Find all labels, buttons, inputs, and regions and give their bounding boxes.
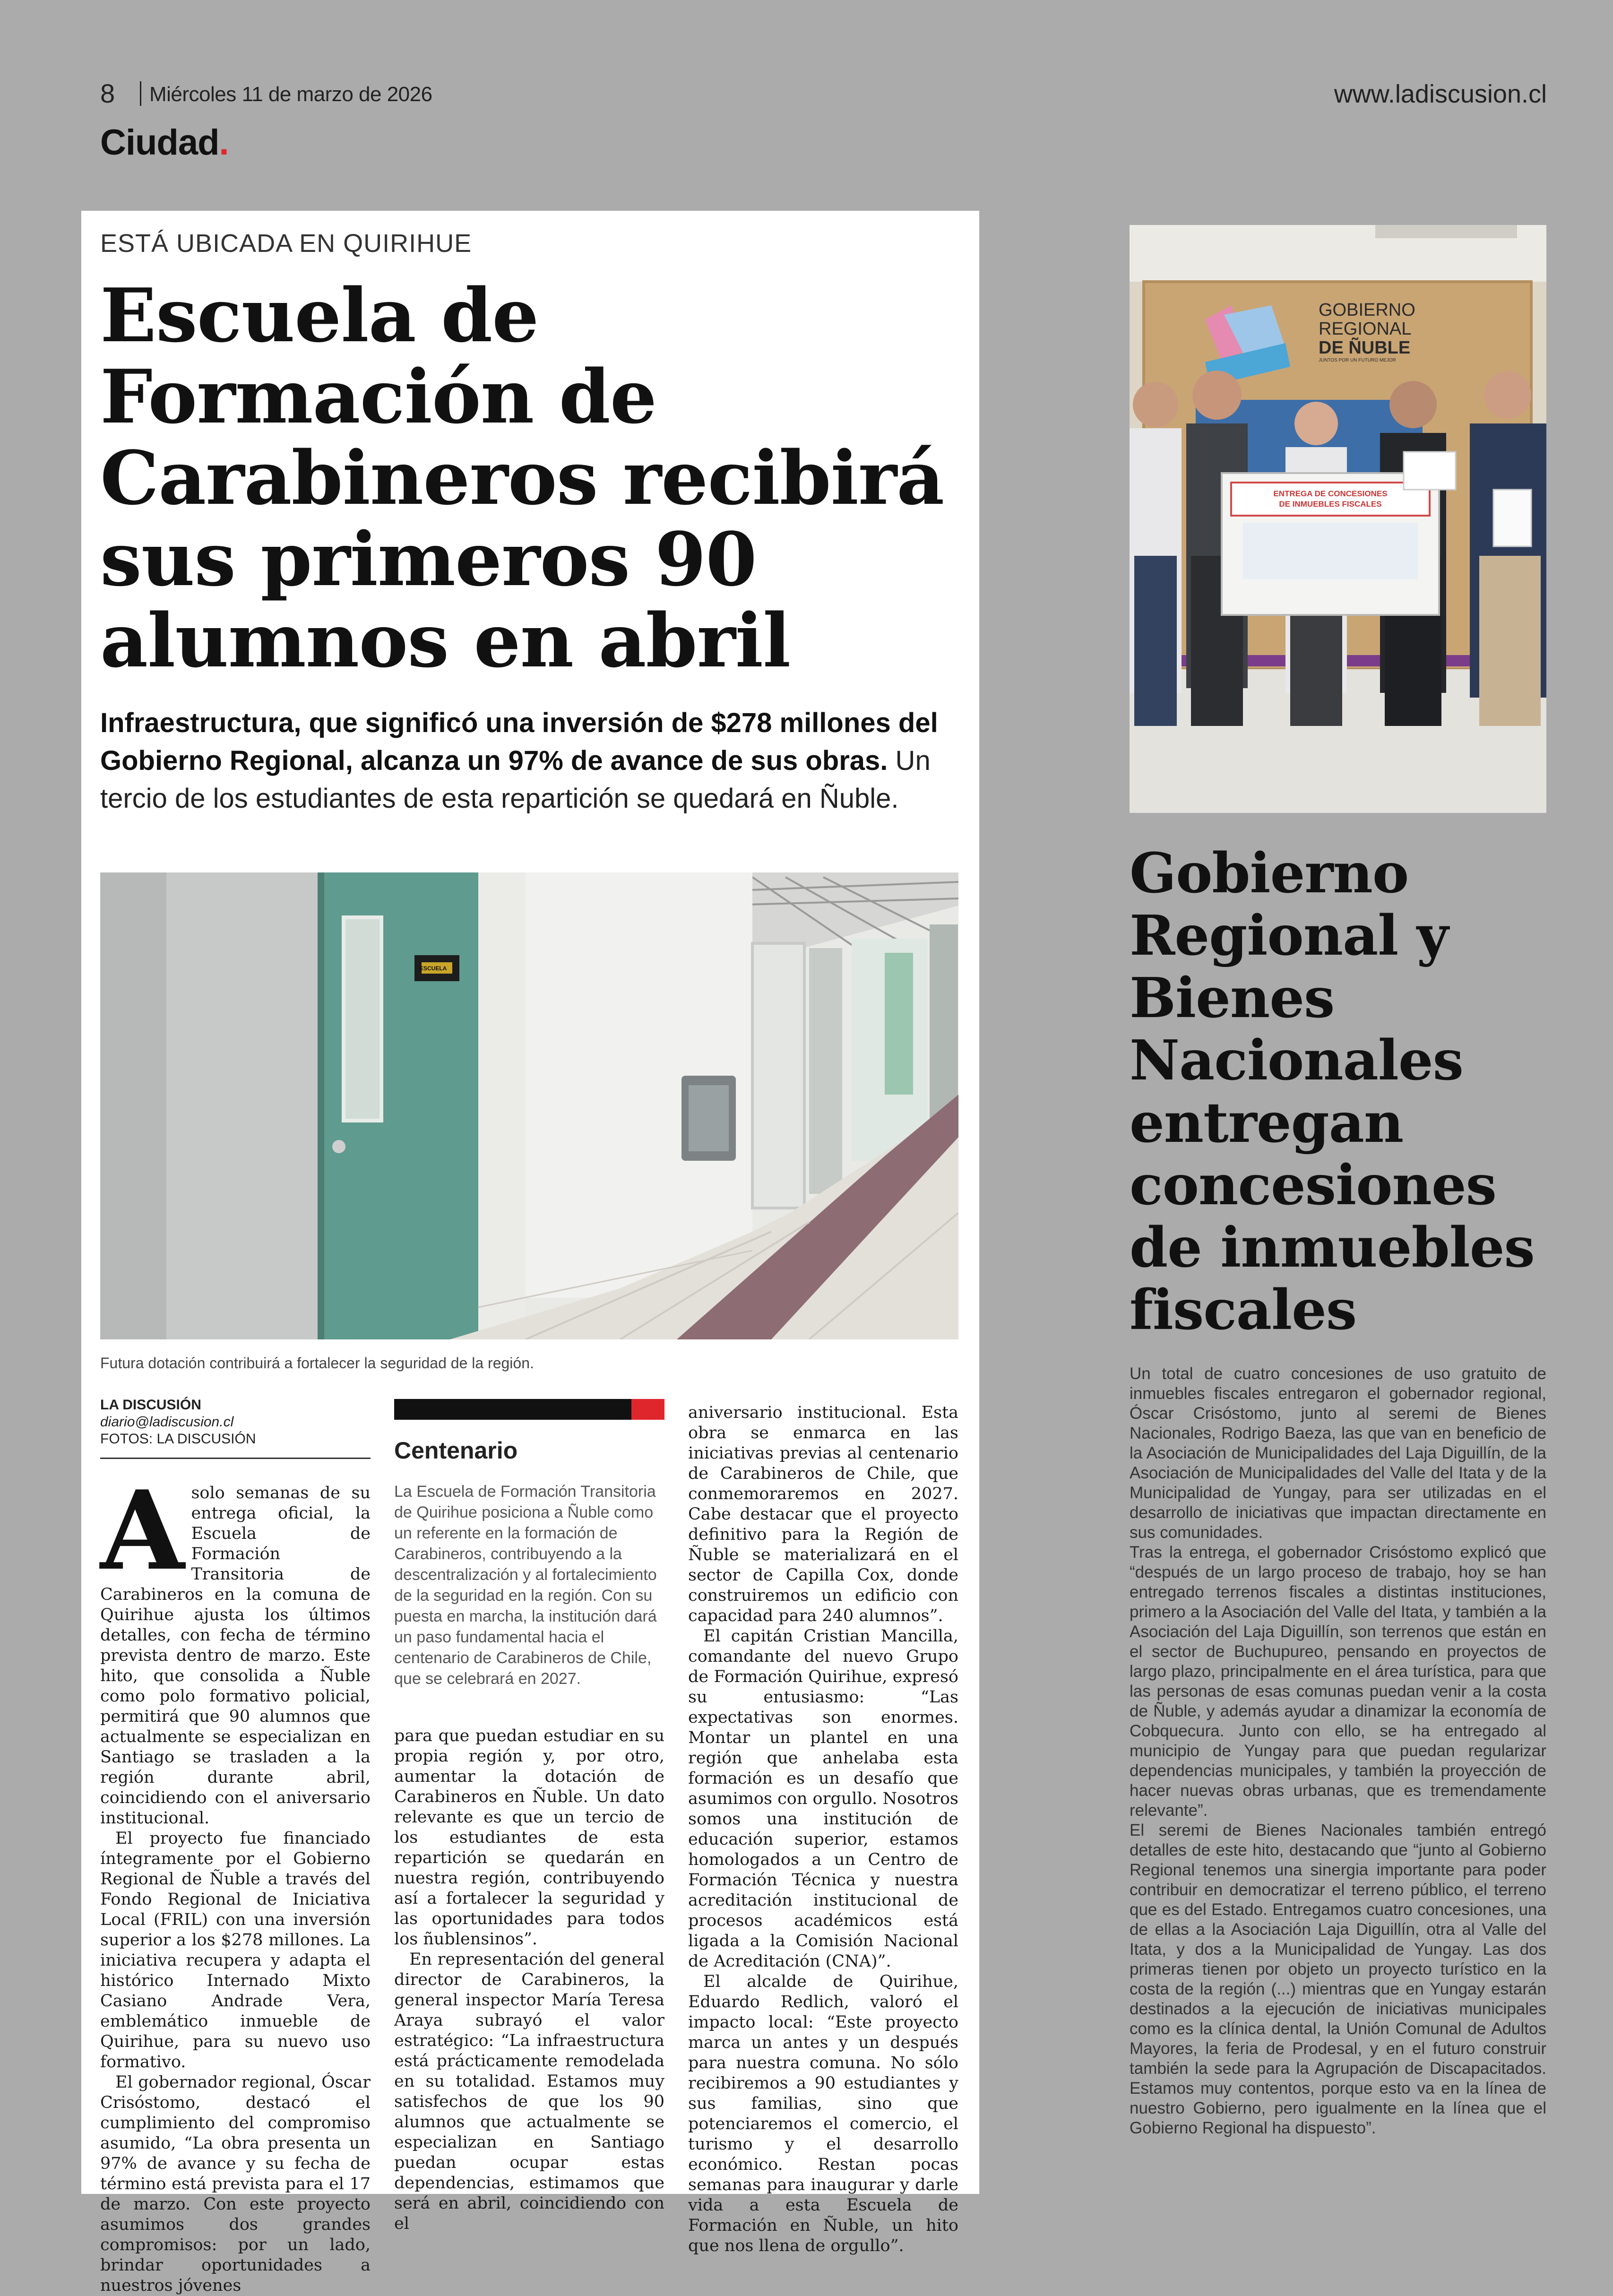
side-article-body (1130, 1364, 1546, 2138)
section-label: Ciudad (100, 122, 219, 163)
body-paragraph: En representación del general director de Carabineros, la general inspector María Teresa Araya subrayó el valor estratégico: “La infraestructura está prácticamente remodelada en su totalidad. Estamos muy satisfechos de que los 90 alumnos que actualmente se especializan en Santiago puedan ocupar estas dependencias, estimamos que será en abril, coincidiendo con el (394, 1950, 664, 2233)
header-divider (140, 81, 141, 106)
article-deck (100, 704, 960, 818)
article-kicker: ESTÁ UBICADA EN QUIRIHUE (100, 229, 472, 258)
article-headline: Escuela de Formación de Carabineros recibirá sus primeros 90 alumnos en abril (100, 272, 944, 684)
wall-sign-line1: GOBIERNO (1319, 300, 1415, 320)
wall-sign-line2: REGIONAL (1319, 319, 1412, 339)
wall-sign-tagline: JUNTOS POR UN FUTURO MEJOR (1319, 358, 1396, 363)
deck-bold: Infraestructura, que significó una inversión de $278 millones del Gobierno Regional, alcanza un 97% de avance de sus obras. (100, 708, 938, 776)
paragraph-text: solo semanas de su entrega oficial, la Escuela de Formación Transitoria de Carabineros en la comuna de Quirihue ajusta los últimos detalles, con fecha de término prevista dentro de marzo. Este hito, que consolida a Ñuble como polo formativo policial, permitirá que 90 alumnos que actualmente se especializan en Santiago se trasladen a la región durante abril, coincidiendo con el aniversario institucional. (100, 1484, 371, 1828)
section-title (100, 122, 229, 163)
photo-caption: Futura dotación contribuirá a fortalecer la seguridad de la región. (100, 1355, 534, 1372)
corridor-photo (100, 872, 958, 1339)
body-paragraph: El gobernador regional, Óscar Crisóstomo, destacó el cumplimiento del compromiso asumido, “La obra presenta un 97% de avance y su fecha de término está prevista para el 17 de marzo. Con este proyecto asumimos dos grandes compromisos: por un lado, brindar oportunidades a nuestros jóvenes (100, 2073, 371, 2295)
wall-sign-line3: DE ÑUBLE (1319, 338, 1411, 358)
credit-name: LA DISCUSIÓN (100, 1397, 201, 1413)
sidebar-accent (631, 1399, 664, 1420)
credit-email[interactable]: diario@ladiscusion.cl (100, 1414, 234, 1430)
body-paragraph: Un total de cuatro concesiones de uso gratuito de inmuebles fiscales entregaron el gobernador regional, Óscar Crisóstomo, junto al seremi de Bienes Nacionales, Rodrigo Baeza, las que van en beneficio de la Asociación de Municipalidades del Laja Diguillín, de la Asociación de Municipalidades del Valle del Itata y de la Municipalidad de Yungay, para ser utilizadas en el desarrollo de iniciativas que impactan directamente en sus comunidades. (1130, 1364, 1546, 1542)
website-url[interactable]: www.ladiscusion.cl (1334, 80, 1547, 108)
body-paragraph: El capitán Cristian Mancilla, comandante del nuevo Grupo de Formación Quirihue, expresó su entusiasmo: “Las expectativas son enormes. Montar un plantel en una región que anhelaba esta formación es un desafío que asumimos con orgullo. Nosotros somos una institución de educación superior, estamos homologados a un Centro de Formación Técnica y nuestra acreditación institucional de procesos académicos está ligada a la Comisión Nacional de Acreditación (CNA)”. (688, 1627, 958, 1971)
board-title-line2: DE INMUEBLES FISCALES (1279, 500, 1382, 509)
body-paragraph (100, 1467, 371, 1829)
credit-photos: FOTOS: LA DISCUSIÓN (100, 1431, 256, 1447)
corridor-illustration (100, 872, 958, 1339)
ceremony-photo (1130, 225, 1546, 813)
sidebar-text: La Escuela de Formación Transitoria de Quirihue posiciona a Ñuble como un referente en la formación de Carabineros, contribuyendo a la descentralización y al fortalecimiento de la seguridad en la región. Con su puesta en marcha, la institución dará un paso fundamental hacia el centenario de Carabineros de Chile, que se celebrará en 2027. (394, 1483, 657, 1688)
article-credit (100, 1397, 256, 1448)
body-paragraph: Tras la entrega, el gobernador Crisóstomo explicó que “después de un largo proceso de trabajo, hoy se han entregado terrenos fiscales a distintas instituciones, primero a la Asociación del Valle del Itata, y también a la Asociación del Laja Diguillín, son terrenos que están en el sector de Buchupureo, pensando en proyectos de largo plazo, principalmente en el área turística, para que las personas de esas comunas puedan venir a la costa de Ñuble, y además ayudar a dinamizar la economía de Cobquecura. Junto con ello, se ha entregado al municipio de Yungay para que puedan regularizar dependencias municipales, y también la proyección de hacer nuevas obras urbanas, que es tremendamente relevante”. (1130, 1543, 1546, 1820)
body-column-2 (394, 1726, 664, 2234)
body-paragraph: para que puedan estudiar en su propia región y, por otro, aumentar la dotación de Carabineros en Ñuble. Un dato relevante es que un tercio de los estudiantes de esta repartición se quedarán en nuestra región, contribuyendo así a fortalecer la seguridad y las oportunidades para todos los ñublensinos”. (394, 1726, 664, 1949)
credit-divider (100, 1458, 371, 1459)
drop-cap: A (100, 1467, 185, 1595)
board-title (1236, 489, 1425, 509)
sidebar-bar (394, 1399, 664, 1420)
deck-rest: Un tercio de los estudiantes de esta repartición se quedará en Ñuble. (100, 745, 931, 814)
body-paragraph: El proyecto fue financiado íntegramente por el Gobierno Regional de Ñuble a través del Fondo Regional de Iniciativa Local (FRIL) con una inversión superior a los $278 millones. La iniciativa recupera y adapta el histórico Internado Mixto Casiano Andrade Vera, emblemático inmueble de Quirihue, para su nuevo uso formativo. (100, 1829, 371, 2072)
section-dot: . (219, 122, 229, 163)
issue-date: Miércoles 11 de marzo de 2026 (149, 83, 432, 106)
sidebar-title: Centenario (394, 1437, 518, 1464)
body-paragraph: El seremi de Bienes Nacionales también entregó detalles de este hito, destacando que “junto al Gobierno Regional tenemos una sinergia importante para poder contribuir en democratizar el terreno público, el terreno que es del Estado. Entregamos cuatro concesiones, una de ellas a la Asociación Laja Diguillín, otra al Valle del Itata, y dos a la Municipalidad de Yungay. Las dos primeras tienen por objeto un proyecto turístico en la costa de la región (...) mientras que en Yungay estarán destinados a la ejecución de iniciativas municipales como es la clínica dental, la Unión Comunal de Adultos Mayores, la feria de Prodesal, y en el futuro construir también la sede para la Agrupación de Discapacitados. Estamos muy contentos, porque esto va en la línea de nuestro Gobierno, pero igualmente en la línea que el Gobierno Regional ha dispuesto”. (1130, 1821, 1546, 2137)
body-paragraph: El alcalde de Quirihue, Eduardo Redlich, valoró el impacto local: “Este proyecto marca un antes y un después para nuestra comuna. No sólo recibiremos a 90 estudiantes y sus familias, sino que potenciaremos el comercio, el turismo y el desarrollo económico. Restan pocas semanas para inaugurar y darle vida a esta Escuela de Formación en Ñuble, un hito que nos llena de orgullo”. (688, 1972, 958, 2255)
page-number: 8 (100, 78, 115, 108)
side-article-headline: Gobierno Regional y Bienes Nacionales entregan concesiones de inmuebles fiscales (1130, 841, 1535, 1342)
wall-sign (1319, 301, 1415, 364)
door-sign-label: ESCUELA (420, 965, 447, 972)
board-title-line1: ENTREGA DE CONCESIONES (1273, 489, 1388, 498)
body-column-1 (100, 1467, 371, 2296)
body-paragraph: aniversario institucional. Esta obra se enmarca en las iniciativas previas al centenario de Carabineros de Chile, que conmemoraremos en 2027. Cabe destacar que el proyecto definitivo para la Región de Ñuble se materializará en el sector de Capilla Cox, donde construiremos un edificio con capacidad para 240 alumnos”. (688, 1403, 958, 1625)
body-column-3 (688, 1403, 958, 2256)
